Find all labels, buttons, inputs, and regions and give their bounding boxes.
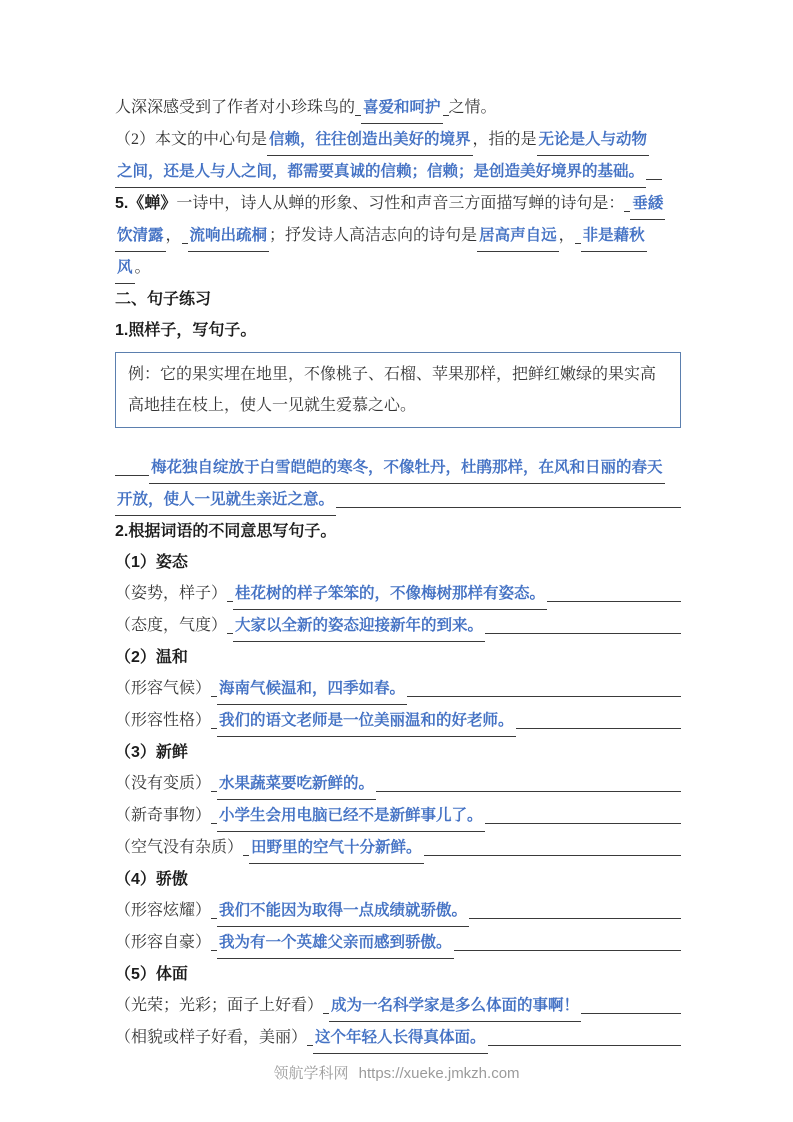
- text-line: [115, 610, 681, 642]
- blank-underline: [376, 789, 681, 792]
- text-line: [115, 315, 681, 346]
- question-text: 。: [134, 259, 151, 276]
- blank-underline: [227, 631, 233, 634]
- footer-url: https://xueke.jmkzh.com: [358, 1065, 520, 1082]
- question-text: 一诗中，诗人从蝉的形象、习性和声音三方面描写蝉的诗句是：: [176, 195, 625, 212]
- text-line: [115, 800, 681, 832]
- question-text: ，指的是: [472, 131, 537, 148]
- answer-text: 我们不能因为取得一点成绩就骄傲。: [217, 895, 469, 927]
- question-text: 之情。: [448, 99, 497, 116]
- text-line: [115, 252, 681, 284]
- question-text: （没有变质）: [115, 775, 212, 792]
- answer-text: 流响出疏桐: [188, 220, 270, 252]
- blank-underline: [336, 505, 681, 508]
- heading-text: （4）骄傲: [115, 871, 188, 888]
- blank-underline: [575, 241, 581, 244]
- text-line: [115, 895, 681, 927]
- text-line: [115, 284, 681, 315]
- heading-text: 2.根据词语的不同意思写句子。: [115, 523, 337, 540]
- blank-underline: [211, 694, 217, 697]
- answer-text: 饮清露: [115, 220, 166, 252]
- blank-underline: [211, 789, 217, 792]
- question-text: （形容炫耀）: [115, 902, 212, 919]
- text-line: [115, 832, 681, 864]
- answer-text: 成为一名科学家是多么体面的事啊！: [329, 990, 581, 1022]
- blank-underline: [485, 821, 681, 824]
- answer-text: 大家以全新的姿态迎接新年的到来。: [233, 610, 485, 642]
- blank-underline: [646, 177, 662, 180]
- text-line: [115, 547, 681, 578]
- blank-underline: [407, 694, 681, 697]
- blank-underline: [211, 726, 217, 729]
- blank-underline: [211, 821, 217, 824]
- text-line: [115, 705, 681, 737]
- blank-underline: [488, 1043, 681, 1046]
- answer-text: 喜爱和呵护: [361, 92, 443, 124]
- question-text: （空气没有杂质）: [115, 839, 244, 856]
- question-text: （形容性格）: [115, 712, 212, 729]
- blank-underline: [182, 241, 188, 244]
- answer-text: 开放，使人一见就生亲近之意。: [115, 484, 336, 516]
- answer-text: 田野里的空气十分新鲜。: [249, 832, 424, 864]
- text-line: [115, 92, 681, 124]
- text-line: [115, 124, 681, 156]
- answer-text: 这个年轻人长得真体面。: [313, 1022, 488, 1054]
- heading-text: （2）温和: [115, 649, 188, 666]
- blank-underline: [227, 599, 233, 602]
- blank-underline: [485, 631, 681, 634]
- example-text: 例：它的果实埋在地里，不像桃子、石榴、苹果那样，把鲜红嫩绿的果实高高地挂在枝上，使人一见就生爱慕之心。: [128, 366, 657, 414]
- heading-text: （1）姿态: [115, 554, 188, 571]
- heading-text: 5.《蝉》: [115, 195, 177, 212]
- blank-underline: [355, 113, 361, 116]
- text-line: [115, 673, 681, 705]
- blank-underline: [516, 726, 681, 729]
- answer-text: 我为有一个英雄父亲而感到骄傲。: [217, 927, 454, 959]
- footer-site-name: 领航学科网: [273, 1065, 349, 1082]
- blank-underline: [624, 209, 630, 212]
- heading-text: （3）新鲜: [115, 744, 188, 761]
- answer-text: 我们的语文老师是一位美丽温和的好老师。: [217, 705, 516, 737]
- answer-text: 信赖，往往创造出美好的境界: [267, 124, 473, 156]
- text-line: [115, 990, 681, 1022]
- blank-underline: [469, 916, 681, 919]
- question-text: （2）本文的中心句是: [115, 131, 268, 148]
- text-line: [115, 484, 681, 516]
- answer-text: 水果蔬菜要吃新鲜的。: [217, 768, 376, 800]
- question-text: ，: [165, 227, 182, 244]
- question-text: （形容气候）: [115, 680, 212, 697]
- question-text: ，: [558, 227, 575, 244]
- heading-text: 二、句子练习: [115, 291, 212, 308]
- example-box: [115, 352, 681, 428]
- answer-text: 小学生会用电脑已经不是新鲜事儿了。: [217, 800, 485, 832]
- question-text: （相貌或样子好看，美丽）: [115, 1029, 308, 1046]
- text-line: [115, 768, 681, 800]
- answer-text: 居高声自远: [477, 220, 559, 252]
- page-footer: [0, 1062, 793, 1083]
- text-line: [115, 188, 681, 220]
- question-text: 人深深感受到了作者对小珍珠鸟的: [115, 99, 356, 116]
- document-body: [115, 92, 681, 1054]
- text-line: [115, 578, 681, 610]
- answer-text: 垂緌: [630, 188, 665, 220]
- text-line: [115, 220, 681, 252]
- text-line: [115, 156, 681, 188]
- blank-underline: [243, 853, 249, 856]
- question-text: ；抒发诗人高洁志向的诗句是: [269, 227, 478, 244]
- question-text: （姿势，样子）: [115, 585, 228, 602]
- text-line: [115, 516, 681, 547]
- blank-underline: [211, 948, 217, 951]
- text-line: [115, 1022, 681, 1054]
- question-text: （态度，气度）: [115, 617, 228, 634]
- blank-underline: [211, 916, 217, 919]
- text-line: [115, 864, 681, 895]
- question-text: （新奇事物）: [115, 807, 212, 824]
- answer-text: 梅花独自绽放于白雪皑皑的寒冬，不像牡丹，杜鹃那样，在风和日丽的春天: [149, 452, 665, 484]
- text-line: [115, 737, 681, 768]
- answer-text: 非是藉秋: [581, 220, 647, 252]
- blank-underline: [424, 853, 681, 856]
- text-line: [115, 452, 681, 484]
- answer-text: 风: [115, 252, 135, 284]
- heading-text: （5）体面: [115, 966, 188, 983]
- blank-underline: [115, 473, 149, 476]
- answer-text: 桂花树的样子笨笨的，不像梅树那样有姿态。: [233, 578, 547, 610]
- answer-text: 海南气候温和，四季如春。: [217, 673, 407, 705]
- blank-underline: [307, 1043, 313, 1046]
- blank-underline: [547, 599, 681, 602]
- answer-text: 之间，还是人与人之间，都需要真诚的信赖；信赖；是创造美好境界的基础。: [115, 156, 646, 188]
- text-line: [115, 927, 681, 959]
- question-text: （光荣；光彩；面子上好看）: [115, 997, 324, 1014]
- answer-text: 无论是人与动物: [537, 124, 650, 156]
- question-text: （形容自豪）: [115, 934, 212, 951]
- blank-underline: [454, 948, 681, 951]
- heading-text: 1.照样子，写句子。: [115, 322, 257, 339]
- blank-underline: [323, 1011, 329, 1014]
- blank-underline: [581, 1011, 681, 1014]
- blank-underline: [443, 113, 449, 116]
- text-line: [115, 642, 681, 673]
- text-line: [115, 959, 681, 990]
